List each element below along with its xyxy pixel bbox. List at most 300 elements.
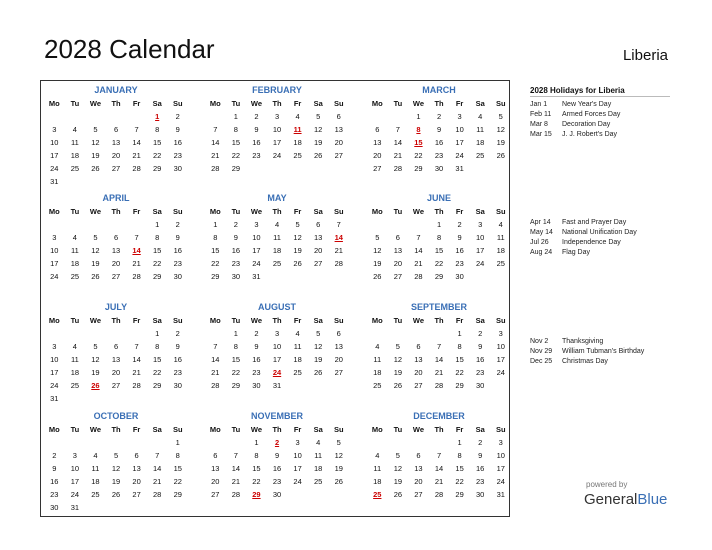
week-row (205, 366, 349, 379)
week-row (367, 436, 511, 449)
day-cell: 2 (478, 438, 483, 447)
day-cell: 1 (254, 438, 259, 447)
empty-cell (167, 175, 188, 188)
day-cell: 19 (91, 368, 100, 377)
day-cell: 9 (436, 125, 442, 134)
day-cell: 4 (295, 112, 300, 121)
day-cell: 7 (436, 451, 442, 460)
day-cell: 24 (272, 368, 282, 377)
day-cell: 24 (272, 151, 282, 160)
day-cell: 8 (254, 451, 259, 460)
month-name: SEPTEMBER (410, 302, 467, 312)
empty-cell (126, 392, 147, 405)
day-cell: 9 (52, 464, 57, 473)
holiday-name: Flag Day (562, 249, 591, 256)
day-cell: 9 (254, 342, 259, 351)
weekday-label: Mo (48, 207, 60, 216)
week-row (205, 327, 349, 340)
day-cell: 24 (70, 490, 80, 499)
empty-cell (429, 327, 450, 340)
day-cell: 28 (211, 381, 220, 390)
day-cell: 5 (336, 438, 341, 447)
week-row (205, 218, 349, 231)
weekday-label: Tu (393, 99, 403, 108)
day-cell: 15 (455, 464, 464, 473)
empty-cell (85, 436, 106, 449)
day-cell: 15 (231, 355, 241, 364)
day-cell: 8 (233, 342, 238, 351)
day-cell: 20 (373, 151, 382, 160)
holiday-row (530, 130, 700, 140)
day-cell: 25 (91, 490, 100, 499)
day-cell: 26 (496, 151, 505, 160)
month-name: MARCH (422, 85, 456, 95)
empty-cell (106, 392, 127, 405)
empty-cell (308, 162, 329, 175)
day-cell: 8 (457, 342, 462, 351)
weekday-header (205, 97, 349, 110)
day-cell: 9 (274, 451, 280, 460)
empty-cell (167, 392, 188, 405)
day-cell: 16 (173, 246, 182, 255)
day-cell: 22 (153, 259, 162, 268)
weekday-label: Tu (231, 99, 241, 108)
holiday-name: National Unification Day (562, 229, 637, 236)
day-cell: 11 (496, 233, 505, 242)
month-august (205, 300, 349, 392)
weekday-label: Fr (132, 99, 141, 108)
empty-cell (308, 270, 329, 283)
week-row (44, 353, 188, 366)
day-cell: 15 (231, 138, 241, 147)
day-cell: 3 (254, 220, 259, 229)
day-cell: 19 (496, 138, 505, 147)
empty-cell (147, 436, 168, 449)
weekday-label: Th (272, 425, 282, 434)
day-cell: 11 (70, 355, 79, 364)
empty-cell (267, 162, 288, 175)
day-cell: 2 (175, 329, 180, 338)
day-cell: 22 (231, 368, 241, 377)
month-september (367, 300, 511, 392)
weekday-label: Mo (209, 425, 221, 434)
day-cell: 4 (72, 342, 77, 351)
day-cell: 19 (314, 355, 323, 364)
day-cell: 25 (70, 164, 80, 173)
week-row (205, 149, 349, 162)
day-cell: 5 (316, 329, 321, 338)
week-row (367, 257, 511, 270)
empty-cell (147, 392, 168, 405)
weekday-header (367, 423, 511, 436)
day-cell: 31 (50, 177, 59, 186)
month-name: APRIL (102, 193, 130, 203)
day-cell: 14 (393, 138, 403, 147)
empty-cell (147, 175, 168, 188)
day-cell: 10 (496, 342, 505, 351)
day-cell: 9 (254, 125, 259, 134)
day-cell: 7 (233, 451, 238, 460)
week-row (205, 270, 349, 283)
country-label: Liberia (622, 47, 668, 64)
empty-cell (328, 162, 349, 175)
day-cell: 17 (476, 246, 485, 255)
day-cell: 25 (496, 259, 505, 268)
day-cell: 9 (478, 342, 483, 351)
weekday-label: We (250, 425, 262, 434)
weekday-label: Th (111, 425, 121, 434)
day-cell: 1 (155, 112, 160, 121)
day-cell: 30 (434, 164, 444, 173)
day-cell: 13 (111, 138, 121, 147)
day-cell: 30 (231, 272, 241, 281)
day-cell: 22 (414, 151, 423, 160)
day-cell: 30 (173, 272, 182, 281)
day-cell: 4 (375, 451, 380, 460)
weekday-label: Mo (209, 207, 221, 216)
day-cell: 23 (252, 151, 261, 160)
weekday-label: Fr (455, 425, 464, 434)
empty-cell (85, 110, 106, 123)
day-cell: 30 (272, 490, 282, 499)
day-cell: 17 (455, 138, 464, 147)
weekday-label: Mo (48, 316, 60, 325)
day-cell: 27 (111, 272, 121, 281)
day-cell: 28 (211, 164, 220, 173)
day-cell: 11 (373, 464, 382, 473)
empty-cell (388, 327, 409, 340)
week-row (44, 366, 188, 379)
weekday-label: Sa (475, 316, 485, 325)
day-cell: 29 (455, 381, 464, 390)
day-cell: 7 (213, 125, 218, 134)
day-cell: 2 (175, 112, 180, 121)
week-row (205, 110, 349, 123)
empty-cell (367, 218, 388, 231)
day-cell: 8 (155, 342, 160, 351)
month-name: MAY (267, 193, 287, 203)
empty-cell (44, 218, 65, 231)
month-name: DECEMBER (413, 411, 465, 421)
weekday-label: Su (333, 207, 344, 216)
day-cell: 26 (314, 368, 323, 377)
holiday-date: Feb 11 (530, 111, 552, 118)
week-row (367, 379, 511, 392)
day-cell: 19 (91, 259, 100, 268)
day-cell: 23 (476, 368, 485, 377)
empty-cell (408, 218, 429, 231)
day-cell: 29 (455, 490, 464, 499)
day-cell: 16 (476, 355, 485, 364)
empty-cell (226, 436, 247, 449)
day-cell: 11 (293, 342, 302, 351)
weekday-label: We (412, 425, 424, 434)
day-cell: 4 (295, 329, 300, 338)
day-cell: 19 (111, 477, 121, 486)
day-cell: 13 (132, 464, 141, 473)
empty-cell (205, 327, 226, 340)
month-name: JANUARY (94, 85, 138, 95)
month-november (205, 409, 349, 501)
day-cell: 4 (72, 125, 77, 134)
day-cell: 2 (175, 220, 180, 229)
weekday-header (44, 314, 188, 327)
day-cell: 19 (373, 259, 382, 268)
empty-cell (44, 436, 65, 449)
weekday-label: Fr (293, 425, 302, 434)
day-cell: 11 (373, 355, 382, 364)
day-cell: 6 (213, 451, 218, 460)
day-cell: 26 (293, 259, 302, 268)
day-cell: 28 (393, 164, 403, 173)
day-cell: 2 (436, 112, 442, 121)
day-cell: 8 (457, 451, 462, 460)
week-row (367, 327, 511, 340)
day-cell: 1 (213, 220, 218, 229)
month-october (44, 409, 188, 514)
day-cell: 21 (211, 151, 220, 160)
day-cell: 24 (50, 272, 59, 281)
day-cell: 4 (478, 112, 483, 121)
day-cell: 18 (373, 477, 382, 486)
day-cell: 29 (173, 490, 182, 499)
day-cell: 28 (414, 272, 423, 281)
empty-cell (367, 436, 388, 449)
day-cell: 20 (414, 477, 423, 486)
holiday-row (530, 337, 700, 347)
day-cell: 27 (211, 490, 220, 499)
empty-cell (308, 379, 329, 392)
brand-part-2: Blue (637, 491, 668, 508)
day-cell: 15 (252, 464, 261, 473)
day-cell: 3 (457, 112, 462, 121)
empty-cell (85, 175, 106, 188)
weekday-label: Tu (393, 316, 403, 325)
day-cell: 24 (496, 477, 505, 486)
day-cell: 16 (173, 138, 182, 147)
day-cell: 27 (111, 381, 121, 390)
day-cell: 23 (272, 477, 282, 486)
day-cell: 21 (334, 246, 343, 255)
day-cell: 1 (233, 112, 238, 121)
divider (530, 96, 670, 97)
day-cell: 2 (52, 451, 57, 460)
day-cell: 17 (496, 464, 505, 473)
weekday-header (44, 423, 188, 436)
day-cell: 5 (93, 342, 98, 351)
day-cell: 1 (457, 438, 462, 447)
day-cell: 3 (52, 233, 57, 242)
day-cell: 16 (476, 464, 485, 473)
empty-cell (85, 501, 106, 514)
day-cell: 21 (414, 259, 423, 268)
week-row (44, 162, 188, 175)
day-cell: 15 (434, 246, 444, 255)
holiday-date: Nov 29 (530, 348, 553, 355)
day-cell: 9 (175, 233, 180, 242)
day-cell: 4 (274, 220, 280, 229)
weekday-label: Tu (70, 99, 80, 108)
empty-cell (65, 392, 86, 405)
day-cell: 13 (393, 246, 403, 255)
day-cell: 21 (231, 477, 241, 486)
day-cell: 1 (155, 329, 160, 338)
holiday-date: Jul 26 (530, 239, 549, 246)
day-cell: 12 (393, 355, 403, 364)
day-cell: 18 (293, 355, 302, 364)
week-row (44, 379, 188, 392)
week-row (367, 270, 511, 283)
week-row (44, 257, 188, 270)
day-cell: 17 (50, 259, 59, 268)
day-cell: 17 (272, 138, 282, 147)
day-cell: 3 (498, 438, 503, 447)
weekday-label: Su (333, 425, 344, 434)
day-cell: 1 (436, 220, 442, 229)
day-cell: 21 (434, 477, 444, 486)
week-row (44, 244, 188, 257)
holiday-date: Apr 14 (530, 219, 551, 226)
day-cell: 5 (395, 451, 400, 460)
empty-cell (106, 175, 127, 188)
day-cell: 4 (316, 438, 321, 447)
day-cell: 4 (498, 220, 503, 229)
day-cell: 7 (134, 342, 139, 351)
day-cell: 19 (314, 138, 323, 147)
empty-cell (106, 501, 127, 514)
week-row (44, 475, 188, 488)
day-cell: 25 (70, 272, 80, 281)
week-row (367, 123, 511, 136)
day-cell: 3 (274, 329, 280, 338)
empty-cell (126, 501, 147, 514)
day-cell: 29 (252, 490, 261, 499)
day-cell: 18 (272, 246, 282, 255)
day-cell: 10 (50, 138, 59, 147)
empty-cell (167, 501, 188, 514)
day-cell: 3 (295, 438, 300, 447)
weekday-label: Tu (70, 316, 80, 325)
week-row (205, 136, 349, 149)
weekday-label: Su (333, 316, 344, 325)
weekday-label: Fr (293, 316, 302, 325)
day-cell: 13 (211, 464, 220, 473)
day-cell: 8 (416, 125, 421, 134)
weekday-label: Tu (393, 207, 403, 216)
day-cell: 6 (416, 342, 421, 351)
week-row (44, 231, 188, 244)
day-cell: 4 (72, 233, 77, 242)
day-cell: 14 (434, 464, 444, 473)
weekday-label: Su (495, 425, 506, 434)
week-row (205, 462, 349, 475)
day-cell: 12 (393, 464, 403, 473)
week-row (367, 449, 511, 462)
week-row (367, 218, 511, 231)
calendar-grid (40, 80, 510, 517)
weekday-label: Su (495, 207, 506, 216)
weekday-label: Fr (293, 207, 302, 216)
month-july (44, 300, 188, 405)
day-cell: 5 (295, 220, 300, 229)
brand-part-1: General (584, 491, 638, 508)
day-cell: 21 (132, 259, 141, 268)
day-cell: 14 (434, 355, 444, 364)
week-row (44, 488, 188, 501)
day-cell: 13 (334, 125, 343, 134)
week-row (367, 340, 511, 353)
day-cell: 29 (153, 164, 162, 173)
empty-cell (470, 270, 491, 283)
day-cell: 28 (153, 490, 162, 499)
page-title: 2028 Calendar (44, 34, 215, 64)
day-cell: 6 (416, 451, 421, 460)
day-cell: 12 (314, 342, 323, 351)
weekday-label: Sa (475, 207, 485, 216)
day-cell: 7 (155, 451, 160, 460)
empty-cell (205, 110, 226, 123)
empty-cell (367, 110, 388, 123)
empty-cell (44, 327, 65, 340)
month-december (367, 409, 511, 501)
day-cell: 1 (175, 438, 180, 447)
holiday-name: Armed Forces Day (562, 111, 621, 118)
day-cell: 1 (457, 329, 462, 338)
weekday-label: Th (111, 207, 121, 216)
week-row (367, 475, 511, 488)
generalblue-logo[interactable] (584, 491, 667, 508)
day-cell: 10 (476, 233, 485, 242)
day-cell: 5 (93, 125, 98, 134)
empty-cell (267, 270, 288, 283)
day-cell: 28 (132, 381, 141, 390)
day-cell: 16 (434, 138, 444, 147)
weekday-label: Fr (132, 425, 141, 434)
day-cell: 27 (314, 259, 323, 268)
weekday-label: We (250, 99, 262, 108)
empty-cell (44, 110, 65, 123)
empty-cell (490, 270, 511, 283)
holiday-row (530, 248, 700, 258)
empty-cell (328, 270, 349, 283)
holiday-row (530, 120, 700, 130)
empty-cell (429, 436, 450, 449)
day-cell: 5 (316, 112, 321, 121)
day-cell: 25 (272, 259, 282, 268)
weekday-label: Tu (231, 425, 241, 434)
day-cell: 22 (455, 368, 464, 377)
weekday-label: Mo (371, 207, 383, 216)
week-row (367, 162, 511, 175)
week-row (367, 462, 511, 475)
day-cell: 10 (293, 451, 302, 460)
holiday-name: Decoration Day (562, 121, 611, 128)
week-row (44, 175, 188, 188)
weekday-label: Th (434, 99, 444, 108)
day-cell: 5 (395, 342, 400, 351)
day-cell: 23 (455, 259, 464, 268)
day-cell: 6 (113, 342, 119, 351)
day-cell: 17 (50, 151, 59, 160)
month-may (205, 191, 349, 283)
day-cell: 18 (293, 138, 302, 147)
day-cell: 27 (414, 381, 423, 390)
day-cell: 13 (373, 138, 382, 147)
day-cell: 19 (293, 246, 302, 255)
day-cell: 7 (395, 125, 400, 134)
holiday-date: Mar 15 (530, 131, 552, 138)
day-cell: 13 (314, 233, 323, 242)
